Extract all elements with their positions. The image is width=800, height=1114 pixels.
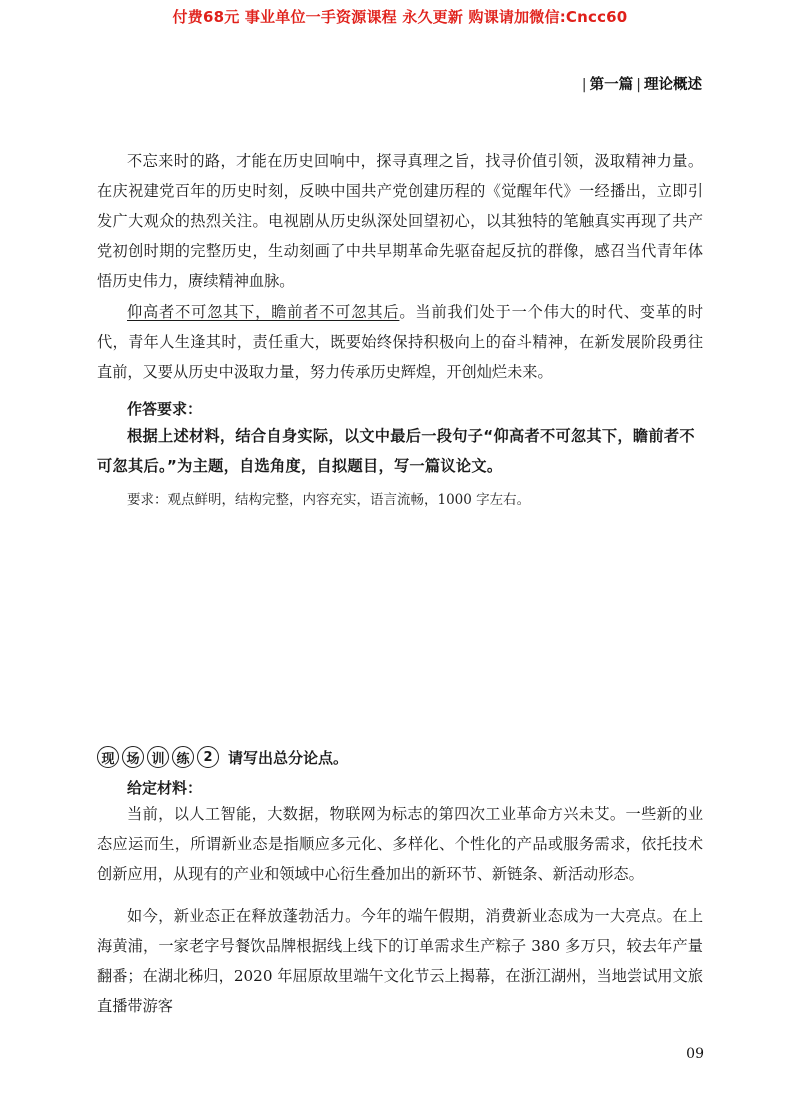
drill-char-circle: 练 — [172, 746, 194, 768]
running-header — [579, 73, 702, 94]
paragraph-3: 当前，以人工智能，大数据，物联网为标志的第四次工业革命方兴未艾。一些新的业态应运而生，所谓新业态是指顺应多元化、多样化、个性化的产品或服务需求，依托技术创新应用，从现有的产业和领域中心衍生叠加出的新环节、新链条、新活动形态。 — [97, 805, 703, 883]
drill-number-circle: 2 — [197, 746, 219, 768]
paragraph-2 — [97, 297, 703, 387]
drill-char-circle: 场 — [122, 746, 144, 768]
drill-char-circle: 训 — [147, 746, 169, 768]
paragraph-1: 不忘来时的路，才能在历史回响中，探寻真理之旨，找寻价值引领，汲取精神力量。在庆祝建党百年的历史时刻，反映中国共产党创建历程的《觉醒年代》一经播出，立即引发广大观众的热烈关注。电视剧从历史纵深处回望初心，以其独特的笔触真实再现了共产党初创时期的完整历史，生动刻画了中共早期革命先驱奋起反抗的群像，感召当代青年体悟历史伟力，赓续精神血脉。 — [97, 152, 703, 290]
header-divider: | — [581, 77, 587, 93]
requirement-line: 要求：观点鲜明，结构完整，内容充实，语言流畅，1000 字左右。 — [127, 492, 531, 508]
drill-char-circle: 现 — [97, 746, 119, 768]
drill-title: 请写出总分论点。 — [228, 748, 349, 767]
header-section: 理论概述 — [644, 77, 702, 93]
header-divider: | — [636, 77, 641, 93]
paragraph-2-rest: 。当前我们处于一个伟大的时代、变革的时代，青年人生逢其时，责任重大，既要始终保持积极向上的奋斗精神，在新发展阶段勇往直前，又要从历史中汲取力量，努力传承历史辉煌，开创灿烂未来。 — [97, 303, 704, 381]
task-instruction: 根据上述材料，结合自身实际，以文中最后一段句子“仰高者不可忽其下，瞻前者不可忽其后。”为主题，自选角度，自拟题目，写一篇议论文。 — [97, 427, 695, 475]
drill-heading — [97, 746, 348, 768]
watermark-banner: 付费68元 事业单位一手资源课程 永久更新 购课请加微信:Cncc60 — [172, 8, 628, 26]
answer-requirements-label: 作答要求： — [127, 400, 203, 418]
given-material-label: 给定材料： — [127, 779, 203, 797]
header-part: 第一篇 — [589, 77, 634, 93]
paragraph-4: 如今，新业态正在释放蓬勃活力。今年的端午假期，消费新业态成为一大亮点。在上海黄浦，一家老字号餐饮品牌根据线上线下的订单需求生产粽子 380 多万只，较去年产量翻番；在湖北秭归，2020 年屈原故里端午文化节云上揭幕，在浙江湖州，当地尝试用文旅直播带游客 — [97, 907, 703, 1015]
page-number: 09 — [686, 1046, 704, 1062]
underlined-quote: 仰高者不可忽其下，瞻前者不可忽其后 — [127, 303, 400, 321]
